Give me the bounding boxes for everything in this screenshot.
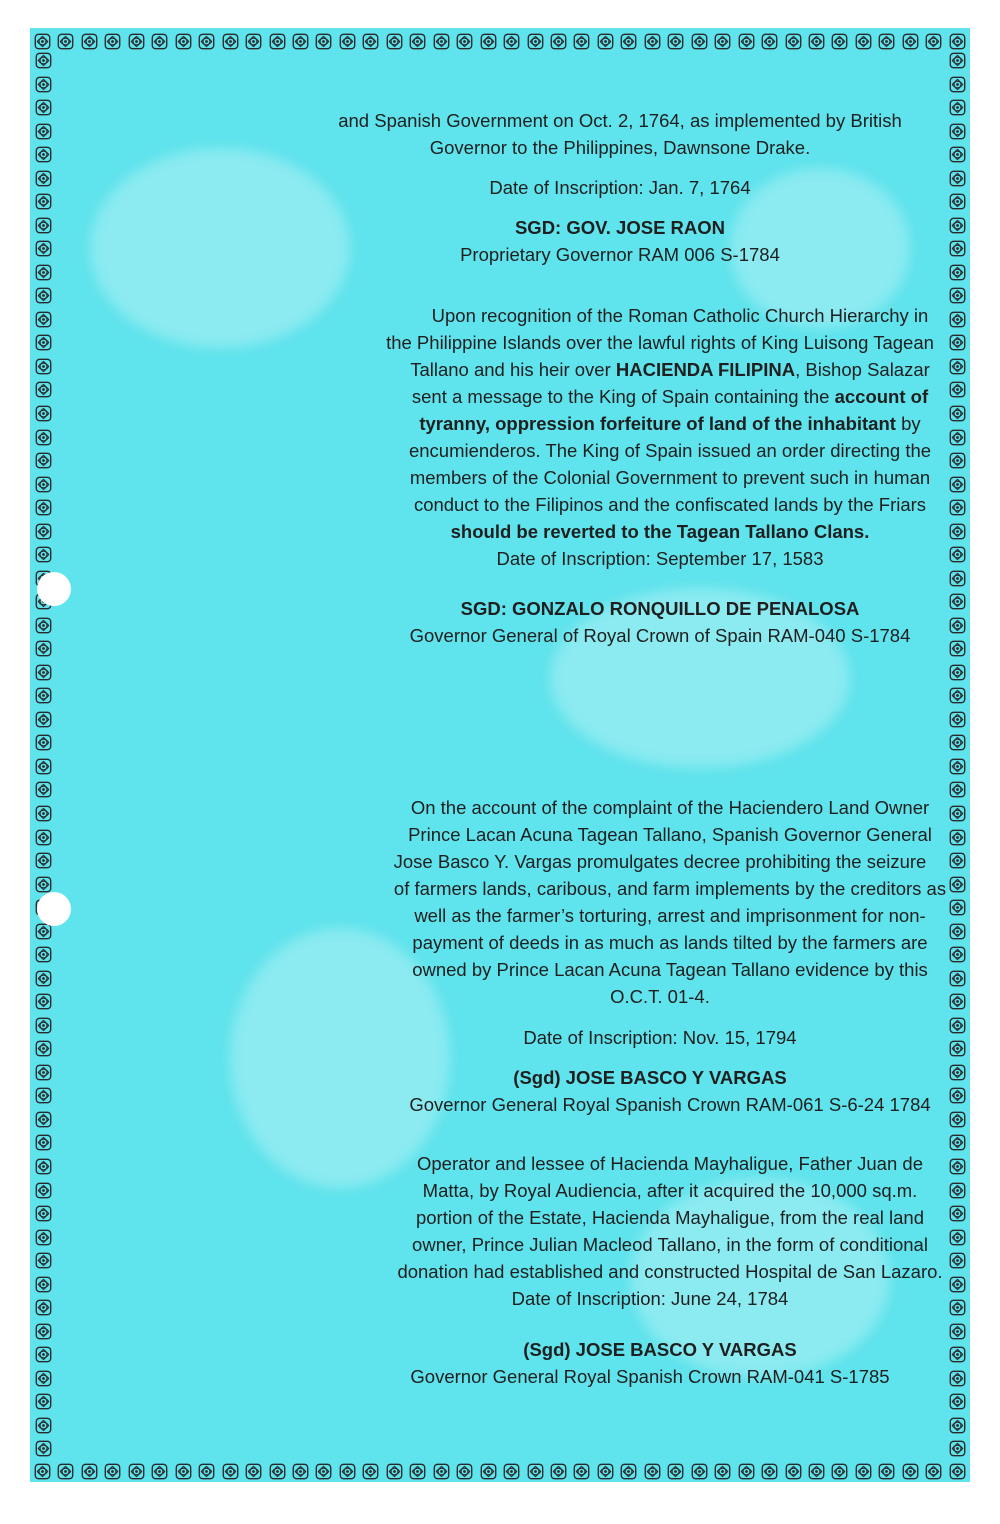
celtic-knot-icon [35, 170, 52, 187]
celtic-knot-icon [949, 570, 966, 587]
celtic-knot-icon [761, 33, 778, 50]
binder-punch-hole [37, 892, 71, 926]
celtic-knot-icon [35, 734, 52, 751]
celtic-knot-icon [269, 1463, 286, 1480]
celtic-knot-icon [151, 1463, 168, 1480]
celtic-knot-icon [855, 1463, 872, 1480]
entry-2-line-5: tyranny, oppression forfeiture of land of the inhabitant by [419, 413, 921, 434]
celtic-knot-icon [175, 33, 192, 50]
celtic-knot-icon [35, 311, 52, 328]
celtic-knot-icon [35, 381, 52, 398]
celtic-knot-icon [35, 452, 52, 469]
celtic-knot-icon [456, 33, 473, 50]
celtic-knot-icon [644, 1463, 661, 1480]
celtic-knot-icon [949, 640, 966, 657]
celtic-knot-icon [245, 33, 262, 50]
celtic-knot-icon [949, 1111, 966, 1128]
entry-2-line-2: the Philippine Islands over the lawful rights of King Luisong Tagean [386, 332, 934, 353]
celtic-knot-icon [35, 193, 52, 210]
celtic-knot-icon [902, 1463, 919, 1480]
entry-2-line-8: conduct to the Filipinos and the confiscated lands by the Friars [413, 494, 927, 515]
celtic-knot-icon [949, 1370, 966, 1387]
celtic-knot-icon [35, 499, 52, 516]
entry-1-signature: SGD: GOV. JOSE RAON [514, 217, 726, 238]
celtic-knot-icon [691, 1463, 708, 1480]
celtic-knot-icon [57, 33, 74, 50]
celtic-knot-icon [35, 99, 52, 116]
celtic-knot-icon [949, 311, 966, 328]
celtic-knot-icon [35, 1417, 52, 1434]
celtic-knot-icon [104, 1463, 121, 1480]
celtic-knot-icon [949, 687, 966, 704]
celtic-knot-icon [949, 734, 966, 751]
entry-3-line-3: Jose Basco Y. Vargas promulgates decree prohibiting the seizure [393, 851, 927, 872]
celtic-knot-icon [35, 946, 52, 963]
celtic-knot-icon [949, 1393, 966, 1410]
entry-3-line-7: owned by Prince Lacan Acuna Tagean Tallano evidence by this [412, 959, 928, 980]
entry-2-line-3: Tallano and his heir over HACIENDA FILIPINA, Bishop Salazar [410, 359, 930, 380]
celtic-knot-icon [738, 1463, 755, 1480]
celtic-knot-icon [339, 33, 356, 50]
celtic-knot-icon [902, 33, 919, 50]
celtic-knot-icon [949, 1017, 966, 1034]
celtic-knot-icon [35, 217, 52, 234]
celtic-knot-icon [949, 781, 966, 798]
celtic-knot-icon [128, 1463, 145, 1480]
entry-3-date: Date of Inscription: Nov. 15, 1794 [523, 1027, 797, 1048]
celtic-knot-icon [949, 193, 966, 210]
entry-4-line-3: portion of the Estate, Hacienda Mayhaligue, from the real land [415, 1207, 925, 1228]
entry-4-line-2: Matta, by Royal Audiencia, after it acquired the 10,000 sq.m. [422, 1180, 918, 1201]
entry-3-line-4: of farmers lands, caribous, and farm implements by the creditors as [393, 878, 947, 899]
celtic-knot-icon [35, 429, 52, 446]
celtic-knot-icon [128, 33, 145, 50]
celtic-knot-icon [35, 546, 52, 563]
celtic-knot-icon [949, 240, 966, 257]
celtic-knot-icon [925, 33, 942, 50]
celtic-knot-icon [949, 1040, 966, 1057]
entry-2-signature: SGD: GONZALO RONQUILLO DE PENALOSA [460, 598, 860, 619]
celtic-knot-icon [315, 1463, 332, 1480]
celtic-knot-icon [949, 76, 966, 93]
celtic-knot-icon [949, 405, 966, 422]
celtic-knot-icon [35, 805, 52, 822]
celtic-knot-icon [81, 1463, 98, 1480]
celtic-knot-icon [691, 33, 708, 50]
ornamental-border-right [946, 50, 968, 1460]
celtic-knot-icon [222, 33, 239, 50]
celtic-knot-icon [433, 33, 450, 50]
celtic-knot-icon [597, 1463, 614, 1480]
celtic-knot-icon [409, 33, 426, 50]
celtic-knot-icon [714, 1463, 731, 1480]
celtic-knot-icon [949, 1299, 966, 1316]
celtic-knot-icon [949, 1323, 966, 1340]
celtic-knot-icon [362, 1463, 379, 1480]
celtic-knot-icon [35, 1087, 52, 1104]
celtic-knot-icon [198, 1463, 215, 1480]
celtic-knot-icon [949, 1276, 966, 1293]
celtic-knot-icon [949, 523, 966, 540]
entry-2-line-7: members of the Colonial Government to prevent such in human [409, 467, 931, 488]
celtic-knot-icon [480, 1463, 497, 1480]
celtic-knot-icon [35, 1370, 52, 1387]
ornamental-border-top [30, 30, 970, 52]
celtic-knot-icon [35, 123, 52, 140]
entry-4-date: Date of Inscription: June 24, 1784 [511, 1288, 789, 1309]
celtic-knot-icon [433, 1463, 450, 1480]
celtic-knot-icon [35, 1346, 52, 1363]
celtic-knot-icon [339, 1463, 356, 1480]
celtic-knot-icon [35, 829, 52, 846]
celtic-knot-icon [949, 1158, 966, 1175]
celtic-knot-icon [949, 429, 966, 446]
celtic-knot-icon [949, 99, 966, 116]
ornamental-border-left [32, 50, 54, 1460]
celtic-knot-icon [620, 33, 637, 50]
celtic-knot-icon [34, 1463, 51, 1480]
celtic-knot-icon [35, 852, 52, 869]
celtic-knot-icon [949, 664, 966, 681]
celtic-knot-icon [949, 52, 966, 69]
celtic-knot-icon [35, 1299, 52, 1316]
celtic-knot-icon [175, 1463, 192, 1480]
celtic-knot-icon [35, 1323, 52, 1340]
celtic-knot-icon [35, 1276, 52, 1293]
celtic-knot-icon [35, 405, 52, 422]
celtic-knot-icon [949, 1087, 966, 1104]
celtic-knot-icon [949, 805, 966, 822]
entry-1-date: Date of Inscription: Jan. 7, 1764 [489, 177, 751, 198]
celtic-knot-icon [949, 452, 966, 469]
entry-2-line-9: should be reverted to the Tagean Tallano Clans. [450, 521, 870, 542]
celtic-knot-icon [35, 523, 52, 540]
entry-1-signatory-title: Proprietary Governor RAM 006 S-1784 [460, 244, 780, 265]
celtic-knot-icon [949, 1463, 966, 1480]
celtic-knot-icon [35, 1158, 52, 1175]
celtic-knot-icon [35, 146, 52, 163]
celtic-knot-icon [949, 1229, 966, 1246]
celtic-knot-icon [35, 52, 52, 69]
celtic-knot-icon [503, 33, 520, 50]
celtic-knot-icon [35, 617, 52, 634]
entry-4-signature: (Sgd) JOSE BASCO Y VARGAS [523, 1339, 797, 1360]
celtic-knot-icon [949, 1134, 966, 1151]
celtic-knot-icon [35, 640, 52, 657]
celtic-knot-icon [198, 33, 215, 50]
celtic-knot-icon [949, 970, 966, 987]
celtic-knot-icon [35, 1229, 52, 1246]
celtic-knot-icon [573, 33, 590, 50]
celtic-knot-icon [855, 33, 872, 50]
celtic-knot-icon [35, 76, 52, 93]
entry-1-line-1: and Spanish Government on Oct. 2, 1764, as implemented by British [338, 110, 902, 131]
celtic-knot-icon [785, 33, 802, 50]
celtic-knot-icon [949, 852, 966, 869]
celtic-knot-icon [35, 358, 52, 375]
celtic-knot-icon [35, 1393, 52, 1410]
celtic-knot-icon [527, 33, 544, 50]
celtic-knot-icon [949, 546, 966, 563]
celtic-knot-icon [949, 476, 966, 493]
celtic-knot-icon [949, 758, 966, 775]
celtic-knot-icon [949, 1440, 966, 1457]
celtic-knot-icon [35, 1182, 52, 1199]
celtic-knot-icon [949, 711, 966, 728]
document-page [30, 28, 970, 1482]
celtic-knot-icon [292, 33, 309, 50]
celtic-knot-icon [949, 1346, 966, 1363]
entry-3-line-2: Prince Lacan Acuna Tagean Tallano, Spanish Governor General [408, 824, 932, 845]
entry-2-line-4: sent a message to the King of Spain containing the account of [411, 386, 929, 407]
celtic-knot-icon [808, 1463, 825, 1480]
entry-3-line-5: well as the farmer’s torturing, arrest and imprisonment for non- [414, 905, 926, 926]
celtic-knot-icon [573, 1463, 590, 1480]
celtic-knot-icon [738, 33, 755, 50]
celtic-knot-icon [949, 1252, 966, 1269]
celtic-knot-icon [667, 1463, 684, 1480]
celtic-knot-icon [35, 970, 52, 987]
celtic-knot-icon [831, 33, 848, 50]
celtic-knot-icon [949, 1205, 966, 1222]
celtic-knot-icon [35, 1040, 52, 1057]
celtic-knot-icon [104, 33, 121, 50]
celtic-knot-icon [949, 876, 966, 893]
celtic-knot-icon [949, 33, 966, 50]
celtic-knot-icon [620, 1463, 637, 1480]
celtic-knot-icon [362, 33, 379, 50]
celtic-knot-icon [35, 334, 52, 351]
celtic-knot-icon [35, 1440, 52, 1457]
celtic-knot-icon [35, 993, 52, 1010]
entry-1-line-2: Governor to the Philippines, Dawnsone Drake. [429, 137, 811, 158]
celtic-knot-icon [949, 1064, 966, 1081]
celtic-knot-icon [35, 240, 52, 257]
celtic-knot-icon [35, 711, 52, 728]
celtic-knot-icon [949, 381, 966, 398]
celtic-knot-icon [550, 1463, 567, 1480]
entry-3-line-8: O.C.T. 01-4. [610, 986, 710, 1007]
celtic-knot-icon [151, 33, 168, 50]
celtic-knot-icon [35, 264, 52, 281]
celtic-knot-icon [949, 593, 966, 610]
celtic-knot-icon [222, 1463, 239, 1480]
celtic-knot-icon [386, 33, 403, 50]
celtic-knot-icon [456, 1463, 473, 1480]
celtic-knot-icon [714, 33, 731, 50]
celtic-knot-icon [35, 1252, 52, 1269]
celtic-knot-icon [949, 1182, 966, 1199]
celtic-knot-icon [35, 476, 52, 493]
celtic-knot-icon [949, 499, 966, 516]
celtic-knot-icon [315, 33, 332, 50]
celtic-knot-icon [949, 123, 966, 140]
celtic-knot-icon [550, 33, 567, 50]
entry-2-line-1: Upon recognition of the Roman Catholic Church Hierarchy in [431, 305, 929, 326]
entry-2-signatory-title: Governor General of Royal Crown of Spain RAM-040 S-1784 [409, 625, 911, 646]
celtic-knot-icon [35, 1017, 52, 1034]
celtic-knot-icon [949, 287, 966, 304]
celtic-knot-icon [949, 993, 966, 1010]
celtic-knot-icon [269, 33, 286, 50]
celtic-knot-icon [386, 1463, 403, 1480]
celtic-knot-icon [81, 33, 98, 50]
entry-3-line-1: On the account of the complaint of the Haciendero Land Owner [410, 797, 930, 818]
celtic-knot-icon [35, 1134, 52, 1151]
celtic-knot-icon [949, 1417, 966, 1434]
celtic-knot-icon [503, 1463, 520, 1480]
celtic-knot-icon [785, 1463, 802, 1480]
celtic-knot-icon [57, 1463, 74, 1480]
entry-4-line-4: owner, Prince Julian Macleod Tallano, in the form of conditional [412, 1234, 928, 1255]
celtic-knot-icon [35, 287, 52, 304]
entry-3-signatory-title: Governor General Royal Spanish Crown RAM-061 S-6-24 1784 [409, 1094, 931, 1115]
celtic-knot-icon [878, 1463, 895, 1480]
celtic-knot-icon [949, 358, 966, 375]
celtic-knot-icon [644, 33, 661, 50]
celtic-knot-icon [667, 33, 684, 50]
binder-punch-hole [37, 572, 71, 606]
celtic-knot-icon [949, 146, 966, 163]
celtic-knot-icon [949, 217, 966, 234]
celtic-knot-icon [35, 1205, 52, 1222]
entry-4-line-1: Operator and lessee of Hacienda Mayhaligue, Father Juan de [417, 1153, 923, 1174]
entry-4-signatory-title: Governor General Royal Spanish Crown RAM-041 S-1785 [410, 1366, 890, 1387]
celtic-knot-icon [35, 1111, 52, 1128]
entry-2-line-6: encumienderos. The King of Spain issued an order directing the [408, 440, 932, 461]
celtic-knot-icon [480, 33, 497, 50]
entry-3-signature: (Sgd) JOSE BASCO Y VARGAS [513, 1067, 787, 1088]
celtic-knot-icon [808, 33, 825, 50]
ornamental-border-bottom [30, 1460, 970, 1482]
entry-2-date: Date of Inscription: September 17, 1583 [496, 548, 824, 569]
celtic-knot-icon [409, 1463, 426, 1480]
celtic-knot-icon [878, 33, 895, 50]
celtic-knot-icon [597, 33, 614, 50]
celtic-knot-icon [949, 264, 966, 281]
celtic-knot-icon [34, 33, 51, 50]
celtic-knot-icon [35, 876, 52, 893]
celtic-knot-icon [245, 1463, 262, 1480]
celtic-knot-icon [35, 664, 52, 681]
celtic-knot-icon [831, 1463, 848, 1480]
celtic-knot-icon [949, 923, 966, 940]
celtic-knot-icon [949, 946, 966, 963]
celtic-knot-icon [925, 1463, 942, 1480]
entry-3-line-6: payment of deeds in as much as lands tilted by the farmers are [412, 932, 928, 953]
celtic-knot-icon [761, 1463, 778, 1480]
entry-4-line-5: donation had established and constructed Hospital de San Lazaro. [397, 1261, 943, 1282]
celtic-knot-icon [949, 170, 966, 187]
celtic-knot-icon [949, 829, 966, 846]
celtic-knot-icon [35, 758, 52, 775]
celtic-knot-icon [949, 617, 966, 634]
celtic-knot-icon [527, 1463, 544, 1480]
celtic-knot-icon [35, 781, 52, 798]
celtic-knot-icon [35, 687, 52, 704]
celtic-knot-icon [949, 334, 966, 351]
celtic-knot-icon [292, 1463, 309, 1480]
celtic-knot-icon [35, 1064, 52, 1081]
celtic-knot-icon [949, 899, 966, 916]
